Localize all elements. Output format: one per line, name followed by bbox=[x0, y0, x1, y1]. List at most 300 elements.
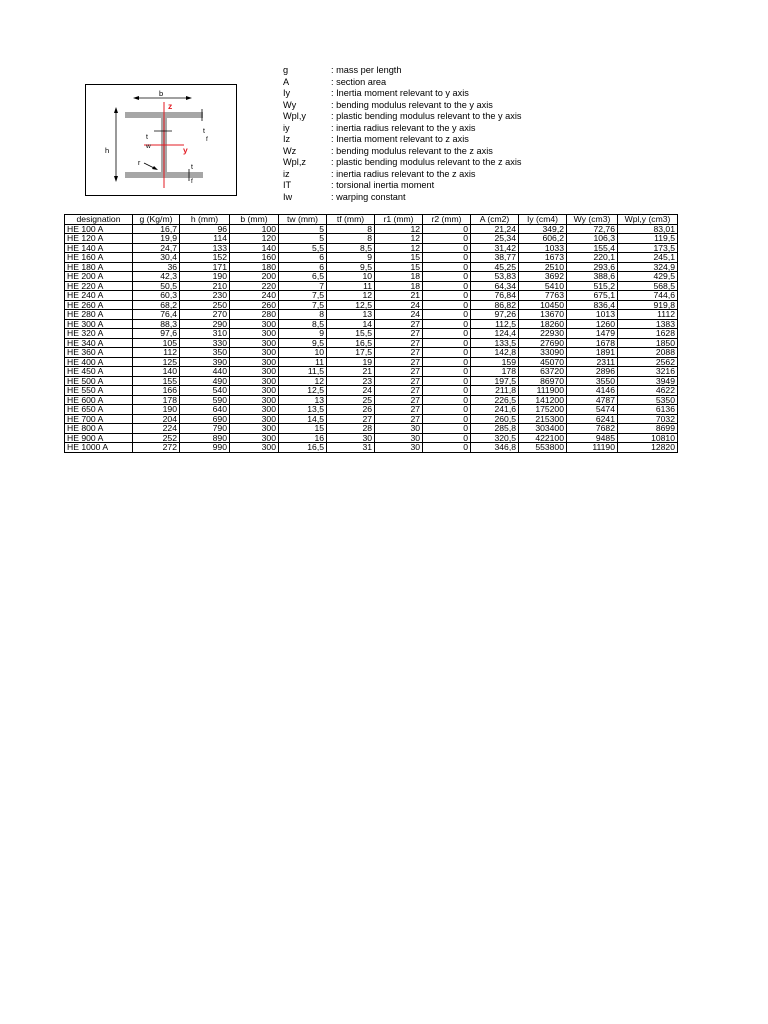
value-cell: 12820 bbox=[618, 443, 678, 453]
value-cell: 140 bbox=[230, 243, 279, 253]
designation-cell: HE 160 A bbox=[65, 253, 133, 263]
value-cell: 919,8 bbox=[618, 300, 678, 310]
value-cell: 241,6 bbox=[471, 405, 519, 415]
value-cell: 330 bbox=[180, 338, 230, 348]
value-cell: 0 bbox=[423, 329, 471, 339]
value-cell: 300 bbox=[230, 319, 279, 329]
value-cell: 0 bbox=[423, 300, 471, 310]
value-cell: 4146 bbox=[567, 386, 618, 396]
legend-row bbox=[283, 88, 583, 100]
value-cell: 1033 bbox=[519, 243, 567, 253]
value-cell: 388,6 bbox=[567, 272, 618, 282]
value-cell: 133,5 bbox=[471, 338, 519, 348]
value-cell: 3550 bbox=[567, 376, 618, 386]
column-header: tf (mm) bbox=[327, 215, 375, 225]
value-cell: 252 bbox=[133, 433, 180, 443]
value-cell: 16 bbox=[279, 433, 327, 443]
table-row bbox=[65, 262, 678, 272]
value-cell: 200 bbox=[230, 272, 279, 282]
value-cell: 8,5 bbox=[279, 319, 327, 329]
column-header: Wy (cm3) bbox=[567, 215, 618, 225]
table-row bbox=[65, 414, 678, 424]
table-row bbox=[65, 281, 678, 291]
value-cell: 1260 bbox=[567, 319, 618, 329]
value-cell: 23 bbox=[327, 376, 375, 386]
value-cell: 190 bbox=[133, 405, 180, 415]
value-cell: 25,34 bbox=[471, 234, 519, 244]
value-cell: 45070 bbox=[519, 357, 567, 367]
table-row bbox=[65, 234, 678, 244]
value-cell: 9,5 bbox=[279, 338, 327, 348]
value-cell: 230 bbox=[180, 291, 230, 301]
y-axis-label: y bbox=[183, 145, 188, 155]
value-cell: 22930 bbox=[519, 329, 567, 339]
value-cell: 8699 bbox=[618, 424, 678, 434]
value-cell: 27 bbox=[375, 367, 423, 377]
table-row bbox=[65, 443, 678, 453]
value-cell: 15 bbox=[375, 262, 423, 272]
designation-cell: HE 280 A bbox=[65, 310, 133, 320]
value-cell: 2896 bbox=[567, 367, 618, 377]
value-cell: 490 bbox=[180, 376, 230, 386]
column-header: designation bbox=[65, 215, 133, 225]
tw-label-t: t bbox=[146, 134, 148, 141]
value-cell: 8,5 bbox=[327, 243, 375, 253]
designation-cell: HE 300 A bbox=[65, 319, 133, 329]
table-row bbox=[65, 386, 678, 396]
value-cell: 30 bbox=[375, 443, 423, 453]
value-cell: 12,5 bbox=[279, 386, 327, 396]
value-cell: 97,6 bbox=[133, 329, 180, 339]
value-cell: 15,5 bbox=[327, 329, 375, 339]
value-cell: 250 bbox=[180, 300, 230, 310]
value-cell: 112 bbox=[133, 348, 180, 358]
value-cell: 11,5 bbox=[279, 367, 327, 377]
legend-definition: : Inertia moment relevant to z axis bbox=[331, 134, 469, 144]
value-cell: 7,5 bbox=[279, 291, 327, 301]
value-cell: 5350 bbox=[618, 395, 678, 405]
legend-symbol: g bbox=[283, 65, 289, 75]
value-cell: 346,8 bbox=[471, 443, 519, 453]
table-row bbox=[65, 348, 678, 358]
tf-bottom-label-f: f bbox=[191, 178, 193, 185]
legend-row bbox=[283, 77, 583, 89]
table-row bbox=[65, 224, 678, 234]
value-cell: 27 bbox=[375, 395, 423, 405]
legend-row bbox=[283, 123, 583, 135]
value-cell: 260,5 bbox=[471, 414, 519, 424]
value-cell: 10 bbox=[279, 348, 327, 358]
value-cell: 790 bbox=[180, 424, 230, 434]
value-cell: 152 bbox=[180, 253, 230, 263]
value-cell: 106,3 bbox=[567, 234, 618, 244]
value-cell: 300 bbox=[230, 424, 279, 434]
table-row bbox=[65, 291, 678, 301]
value-cell: 0 bbox=[423, 433, 471, 443]
value-cell: 10450 bbox=[519, 300, 567, 310]
designation-cell: HE 220 A bbox=[65, 281, 133, 291]
table-header-row bbox=[65, 215, 678, 225]
designation-cell: HE 600 A bbox=[65, 395, 133, 405]
table-row bbox=[65, 300, 678, 310]
value-cell: 9485 bbox=[567, 433, 618, 443]
value-cell: 300 bbox=[230, 414, 279, 424]
value-cell: 27 bbox=[375, 376, 423, 386]
value-cell: 12 bbox=[375, 224, 423, 234]
column-header: Iy (cm4) bbox=[519, 215, 567, 225]
legend-row bbox=[283, 157, 583, 169]
value-cell: 24,7 bbox=[133, 243, 180, 253]
designation-cell: HE 500 A bbox=[65, 376, 133, 386]
value-cell: 10 bbox=[327, 272, 375, 282]
tf-label-f: f bbox=[206, 136, 208, 143]
value-cell: 0 bbox=[423, 386, 471, 396]
value-cell: 0 bbox=[423, 272, 471, 282]
value-cell: 27690 bbox=[519, 338, 567, 348]
value-cell: 300 bbox=[230, 338, 279, 348]
table-row bbox=[65, 405, 678, 415]
value-cell: 30 bbox=[375, 424, 423, 434]
value-cell: 178 bbox=[471, 367, 519, 377]
value-cell: 30 bbox=[375, 433, 423, 443]
value-cell: 0 bbox=[423, 243, 471, 253]
value-cell: 220 bbox=[230, 281, 279, 291]
value-cell: 160 bbox=[230, 253, 279, 263]
value-cell: 173,5 bbox=[618, 243, 678, 253]
value-cell: 245,1 bbox=[618, 253, 678, 263]
table-row bbox=[65, 357, 678, 367]
value-cell: 16,5 bbox=[327, 338, 375, 348]
legend-row bbox=[283, 146, 583, 158]
designation-cell: HE 260 A bbox=[65, 300, 133, 310]
value-cell: 42,3 bbox=[133, 272, 180, 282]
value-cell: 0 bbox=[423, 319, 471, 329]
value-cell: 1891 bbox=[567, 348, 618, 358]
legend-symbol: A bbox=[283, 76, 290, 87]
value-cell: 240 bbox=[230, 291, 279, 301]
value-cell: 6241 bbox=[567, 414, 618, 424]
table-row bbox=[65, 329, 678, 339]
legend-definition: : plastic bending modulus relevant to the z axis bbox=[331, 157, 522, 167]
legend-row bbox=[283, 169, 583, 181]
value-cell: 190 bbox=[180, 272, 230, 282]
value-cell: 171 bbox=[180, 262, 230, 272]
value-cell: 300 bbox=[230, 395, 279, 405]
value-cell: 0 bbox=[423, 367, 471, 377]
i-beam-drawing bbox=[86, 85, 236, 195]
value-cell: 300 bbox=[230, 433, 279, 443]
value-cell: 224 bbox=[133, 424, 180, 434]
section-diagram bbox=[85, 84, 237, 196]
value-cell: 18 bbox=[375, 281, 423, 291]
value-cell: 300 bbox=[230, 386, 279, 396]
value-cell: 303400 bbox=[519, 424, 567, 434]
value-cell: 159 bbox=[471, 357, 519, 367]
value-cell: 300 bbox=[230, 376, 279, 386]
value-cell: 9,5 bbox=[327, 262, 375, 272]
value-cell: 27 bbox=[375, 357, 423, 367]
column-header: r2 (mm) bbox=[423, 215, 471, 225]
value-cell: 0 bbox=[423, 224, 471, 234]
value-cell: 60,3 bbox=[133, 291, 180, 301]
r-arrow-icon bbox=[152, 166, 158, 170]
value-cell: 272 bbox=[133, 443, 180, 453]
value-cell: 53,83 bbox=[471, 272, 519, 282]
table-row bbox=[65, 338, 678, 348]
table-row bbox=[65, 310, 678, 320]
value-cell: 178 bbox=[133, 395, 180, 405]
legend-symbol: Wz bbox=[283, 145, 297, 156]
value-cell: 12 bbox=[375, 243, 423, 253]
table-row bbox=[65, 424, 678, 434]
value-cell: 568,5 bbox=[618, 281, 678, 291]
value-cell: 14 bbox=[327, 319, 375, 329]
value-cell: 1013 bbox=[567, 310, 618, 320]
legend-row bbox=[283, 180, 583, 192]
value-cell: 5 bbox=[279, 224, 327, 234]
value-cell: 36 bbox=[133, 262, 180, 272]
value-cell: 24 bbox=[375, 300, 423, 310]
value-cell: 14,5 bbox=[279, 414, 327, 424]
value-cell: 28 bbox=[327, 424, 375, 434]
value-cell: 27 bbox=[375, 319, 423, 329]
table-row bbox=[65, 319, 678, 329]
legend-definition: : mass per length bbox=[331, 65, 402, 75]
value-cell: 1628 bbox=[618, 329, 678, 339]
value-cell: 38,77 bbox=[471, 253, 519, 263]
value-cell: 0 bbox=[423, 262, 471, 272]
value-cell: 226,5 bbox=[471, 395, 519, 405]
value-cell: 211,8 bbox=[471, 386, 519, 396]
value-cell: 76,4 bbox=[133, 310, 180, 320]
value-cell: 3692 bbox=[519, 272, 567, 282]
value-cell: 540 bbox=[180, 386, 230, 396]
designation-cell: HE 400 A bbox=[65, 357, 133, 367]
value-cell: 990 bbox=[180, 443, 230, 453]
value-cell: 21,24 bbox=[471, 224, 519, 234]
legend-definition: : inertia radius relevant to the z axis bbox=[331, 168, 476, 179]
legend-symbol: Iw bbox=[283, 191, 293, 202]
value-cell: 285,8 bbox=[471, 424, 519, 434]
tf-bottom-label-t: t bbox=[191, 164, 193, 171]
value-cell: 270 bbox=[180, 310, 230, 320]
b-arrow-left-icon bbox=[133, 96, 139, 100]
symbol-legend bbox=[283, 65, 583, 203]
value-cell: 142,8 bbox=[471, 348, 519, 358]
designation-cell: HE 200 A bbox=[65, 272, 133, 282]
value-cell: 86970 bbox=[519, 376, 567, 386]
designation-cell: HE 650 A bbox=[65, 405, 133, 415]
value-cell: 10810 bbox=[618, 433, 678, 443]
value-cell: 45,25 bbox=[471, 262, 519, 272]
value-cell: 11190 bbox=[567, 443, 618, 453]
value-cell: 220,1 bbox=[567, 253, 618, 263]
value-cell: 2510 bbox=[519, 262, 567, 272]
value-cell: 13670 bbox=[519, 310, 567, 320]
legend-definition: : bending modulus relevant to the z axis bbox=[331, 145, 493, 156]
designation-cell: HE 180 A bbox=[65, 262, 133, 272]
value-cell: 293,6 bbox=[567, 262, 618, 272]
value-cell: 390 bbox=[180, 357, 230, 367]
legend-definition: : Inertia moment relevant to y axis bbox=[331, 88, 469, 98]
value-cell: 27 bbox=[375, 405, 423, 415]
legend-row bbox=[283, 65, 583, 77]
column-header: Wpl,y (cm3) bbox=[618, 215, 678, 225]
b-arrow-right-icon bbox=[186, 96, 192, 100]
value-cell: 4787 bbox=[567, 395, 618, 405]
value-cell: 0 bbox=[423, 253, 471, 263]
legend-definition: : torsional inertia moment bbox=[331, 180, 435, 190]
value-cell: 0 bbox=[423, 395, 471, 405]
legend-symbol: IT bbox=[283, 180, 292, 190]
value-cell: 8 bbox=[327, 224, 375, 234]
value-cell: 590 bbox=[180, 395, 230, 405]
legend-symbol: Wy bbox=[283, 99, 297, 110]
value-cell: 204 bbox=[133, 414, 180, 424]
value-cell: 180 bbox=[230, 262, 279, 272]
column-header: b (mm) bbox=[230, 215, 279, 225]
legend-definition: : section area bbox=[331, 76, 387, 87]
value-cell: 68,2 bbox=[133, 300, 180, 310]
value-cell: 72,76 bbox=[567, 224, 618, 234]
value-cell: 119,5 bbox=[618, 234, 678, 244]
value-cell: 5410 bbox=[519, 281, 567, 291]
designation-cell: HE 700 A bbox=[65, 414, 133, 424]
value-cell: 8 bbox=[279, 310, 327, 320]
value-cell: 50,5 bbox=[133, 281, 180, 291]
value-cell: 13,5 bbox=[279, 405, 327, 415]
value-cell: 26 bbox=[327, 405, 375, 415]
value-cell: 141200 bbox=[519, 395, 567, 405]
value-cell: 114 bbox=[180, 234, 230, 244]
value-cell: 310 bbox=[180, 329, 230, 339]
value-cell: 260 bbox=[230, 300, 279, 310]
legend-symbol: iz bbox=[283, 168, 290, 179]
value-cell: 7763 bbox=[519, 291, 567, 301]
table-row bbox=[65, 395, 678, 405]
value-cell: 9 bbox=[279, 329, 327, 339]
value-cell: 21 bbox=[327, 367, 375, 377]
value-cell: 27 bbox=[375, 338, 423, 348]
value-cell: 744,6 bbox=[618, 291, 678, 301]
value-cell: 429,5 bbox=[618, 272, 678, 282]
value-cell: 300 bbox=[230, 443, 279, 453]
legend-symbol: Wpl,z bbox=[283, 157, 306, 167]
value-cell: 13 bbox=[279, 395, 327, 405]
value-cell: 24 bbox=[375, 310, 423, 320]
value-cell: 300 bbox=[230, 329, 279, 339]
value-cell: 7 bbox=[279, 281, 327, 291]
value-cell: 18260 bbox=[519, 319, 567, 329]
column-header: tw (mm) bbox=[279, 215, 327, 225]
designation-cell: HE 100 A bbox=[65, 224, 133, 234]
value-cell: 1850 bbox=[618, 338, 678, 348]
value-cell: 27 bbox=[375, 329, 423, 339]
value-cell: 0 bbox=[423, 234, 471, 244]
designation-cell: HE 320 A bbox=[65, 329, 133, 339]
value-cell: 76,84 bbox=[471, 291, 519, 301]
value-cell: 16,7 bbox=[133, 224, 180, 234]
value-cell: 890 bbox=[180, 433, 230, 443]
value-cell: 515,2 bbox=[567, 281, 618, 291]
value-cell: 675,1 bbox=[567, 291, 618, 301]
value-cell: 124,4 bbox=[471, 329, 519, 339]
value-cell: 300 bbox=[230, 357, 279, 367]
designation-cell: HE 360 A bbox=[65, 348, 133, 358]
value-cell: 7032 bbox=[618, 414, 678, 424]
designation-cell: HE 550 A bbox=[65, 386, 133, 396]
value-cell: 175200 bbox=[519, 405, 567, 415]
value-cell: 18 bbox=[375, 272, 423, 282]
value-cell: 33090 bbox=[519, 348, 567, 358]
value-cell: 0 bbox=[423, 424, 471, 434]
value-cell: 290 bbox=[180, 319, 230, 329]
value-cell: 300 bbox=[230, 367, 279, 377]
column-header: h (mm) bbox=[180, 215, 230, 225]
value-cell: 6 bbox=[279, 262, 327, 272]
value-cell: 440 bbox=[180, 367, 230, 377]
value-cell: 7,5 bbox=[279, 300, 327, 310]
value-cell: 105 bbox=[133, 338, 180, 348]
legend-row bbox=[283, 192, 583, 204]
value-cell: 0 bbox=[423, 443, 471, 453]
value-cell: 3216 bbox=[618, 367, 678, 377]
value-cell: 11 bbox=[279, 357, 327, 367]
designation-cell: HE 1000 A bbox=[65, 443, 133, 453]
value-cell: 30 bbox=[327, 433, 375, 443]
value-cell: 16,5 bbox=[279, 443, 327, 453]
value-cell: 155 bbox=[133, 376, 180, 386]
value-cell: 166 bbox=[133, 386, 180, 396]
table-row bbox=[65, 367, 678, 377]
value-cell: 96 bbox=[180, 224, 230, 234]
value-cell: 112,5 bbox=[471, 319, 519, 329]
value-cell: 86,82 bbox=[471, 300, 519, 310]
value-cell: 27 bbox=[375, 386, 423, 396]
value-cell: 88,3 bbox=[133, 319, 180, 329]
legend-row bbox=[283, 111, 583, 123]
value-cell: 24 bbox=[327, 386, 375, 396]
value-cell: 5474 bbox=[567, 405, 618, 415]
designation-cell: HE 900 A bbox=[65, 433, 133, 443]
table-row bbox=[65, 253, 678, 263]
value-cell: 210 bbox=[180, 281, 230, 291]
value-cell: 140 bbox=[133, 367, 180, 377]
value-cell: 5,5 bbox=[279, 243, 327, 253]
value-cell: 0 bbox=[423, 376, 471, 386]
h-label: h bbox=[105, 146, 110, 155]
value-cell: 64,34 bbox=[471, 281, 519, 291]
value-cell: 1678 bbox=[567, 338, 618, 348]
value-cell: 8 bbox=[327, 234, 375, 244]
legend-definition: : inertia radius relevant to the y axis bbox=[331, 122, 476, 133]
value-cell: 15 bbox=[375, 253, 423, 263]
value-cell: 1383 bbox=[618, 319, 678, 329]
table-row bbox=[65, 243, 678, 253]
value-cell: 1673 bbox=[519, 253, 567, 263]
value-cell: 2311 bbox=[567, 357, 618, 367]
value-cell: 553800 bbox=[519, 443, 567, 453]
value-cell: 0 bbox=[423, 405, 471, 415]
value-cell: 25 bbox=[327, 395, 375, 405]
value-cell: 0 bbox=[423, 291, 471, 301]
value-cell: 640 bbox=[180, 405, 230, 415]
designation-cell: HE 340 A bbox=[65, 338, 133, 348]
value-cell: 63720 bbox=[519, 367, 567, 377]
value-cell: 0 bbox=[423, 310, 471, 320]
table-row bbox=[65, 272, 678, 282]
value-cell: 27 bbox=[375, 348, 423, 358]
